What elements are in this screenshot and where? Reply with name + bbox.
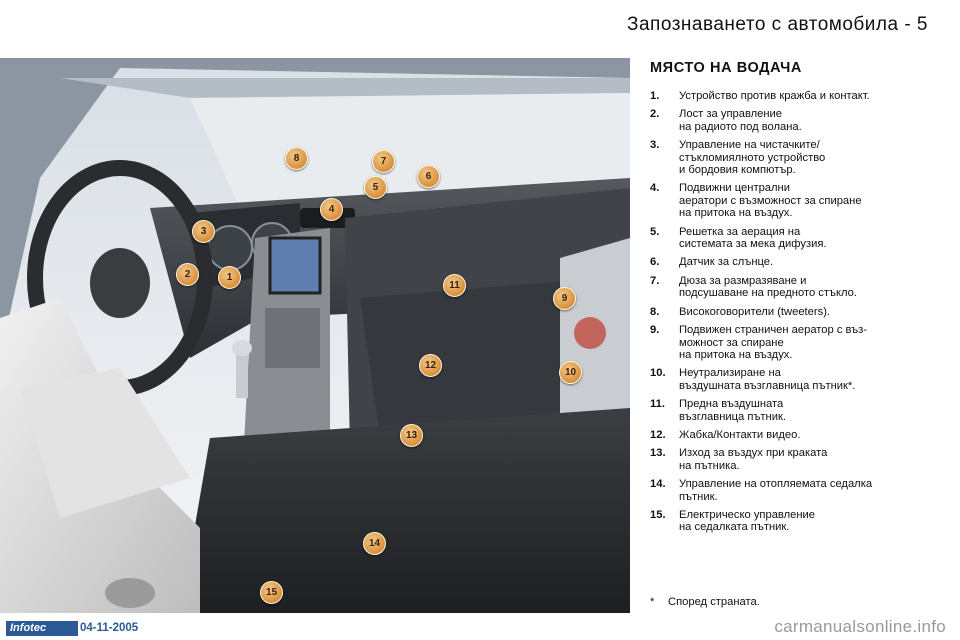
callout-marker: 11	[443, 274, 466, 297]
legend-item	[650, 139, 950, 176]
item-text: Високоговорители (tweeters).	[679, 305, 831, 318]
legend-item	[650, 90, 950, 102]
item-number: 8.	[650, 305, 660, 318]
legend-item	[650, 256, 950, 268]
item-text: Дюза за размразяване и подсушаване на предното стъкло.	[679, 274, 857, 300]
callout-marker: 3	[192, 220, 215, 243]
item-number: 6.	[650, 256, 660, 269]
section-title: МЯСТО НА ВОДАЧА	[650, 60, 802, 76]
legend-item	[650, 275, 950, 300]
callout-marker: 12	[419, 354, 442, 377]
item-number: 15.	[650, 508, 666, 521]
page-title: Запознаването с автомобила - 5	[627, 14, 928, 35]
item-number: 13.	[650, 447, 666, 460]
legend-item	[650, 306, 950, 318]
dashboard-photo	[0, 58, 630, 613]
item-number: 11.	[650, 398, 665, 411]
callout-marker: 4	[320, 198, 343, 221]
item-number: 7.	[650, 274, 660, 287]
callout-marker: 15	[260, 581, 283, 604]
item-text: Управление на чистачките/ стъкломиялното устройство и бордовия компютър.	[679, 139, 826, 177]
legend-item	[650, 367, 950, 392]
item-number: 14.	[650, 478, 666, 491]
dashboard-illustration	[0, 58, 630, 613]
callout-marker: 6	[417, 165, 440, 188]
footer-date: 04-11-2005	[80, 622, 139, 634]
item-number: 10.	[650, 367, 666, 380]
item-number: 4.	[650, 182, 660, 195]
legend-item	[650, 398, 950, 423]
legend-item	[650, 324, 950, 361]
callout-marker: 8	[285, 147, 308, 170]
legend-item	[650, 478, 950, 503]
legend-item	[650, 447, 950, 472]
item-text: Подвижни централни аератори с възможност за спиране на притока на въздух.	[679, 182, 862, 220]
legend-item	[650, 429, 950, 441]
item-text: Управление на отопляемата седалка пътник.	[679, 478, 873, 503]
item-text: Подвижен страничен аератор с въз- можност за спиране на притока на въздух.	[679, 324, 867, 361]
callout-marker: 2	[176, 263, 199, 286]
item-number: 1.	[650, 90, 660, 102]
legend-item	[650, 182, 950, 219]
item-number: 9.	[650, 324, 660, 337]
item-number: 5.	[650, 225, 660, 238]
legend-panel	[650, 60, 950, 540]
callout-marker: 9	[553, 287, 576, 310]
legend-item	[650, 108, 950, 133]
legend-item	[650, 226, 950, 251]
item-text: Неутрализиране на въздушната възглавница пътник*.	[679, 367, 856, 392]
item-text: Решетка за аерация на системата за мека дифузия.	[679, 225, 827, 251]
infotec-logo: Infotec	[6, 621, 78, 636]
footnote	[650, 596, 760, 608]
item-number: 2.	[650, 108, 660, 121]
footnote-text: Според страната.	[668, 596, 760, 608]
callout-marker: 13	[400, 424, 423, 447]
callout-marker: 10	[559, 361, 582, 384]
footnote-star: *	[650, 596, 655, 608]
item-text: Електрическо управление на седалката пътник.	[679, 508, 816, 534]
item-text: Предна въздушната възглавница пътник.	[679, 398, 786, 423]
item-text: Изход за въздух при краката на пътника.	[679, 447, 828, 472]
item-text: Датчик за слънце.	[679, 256, 774, 269]
callout-marker: 1	[218, 266, 241, 289]
page-header	[0, 0, 960, 50]
callout-marker: 14	[363, 532, 386, 555]
callout-marker: 7	[372, 150, 395, 173]
watermark: carmanualsonline.info	[774, 617, 946, 636]
item-text: Жабка/Контакти видео.	[679, 428, 801, 441]
legend-item	[650, 509, 950, 534]
item-number: 3.	[650, 139, 660, 152]
legend-list	[650, 90, 950, 534]
item-number: 12.	[650, 428, 666, 441]
item-text: Лост за управление на радиото под волана.	[679, 108, 802, 133]
item-text: Устройство против кражба и контакт.	[679, 90, 870, 102]
callout-marker: 5	[364, 176, 387, 199]
